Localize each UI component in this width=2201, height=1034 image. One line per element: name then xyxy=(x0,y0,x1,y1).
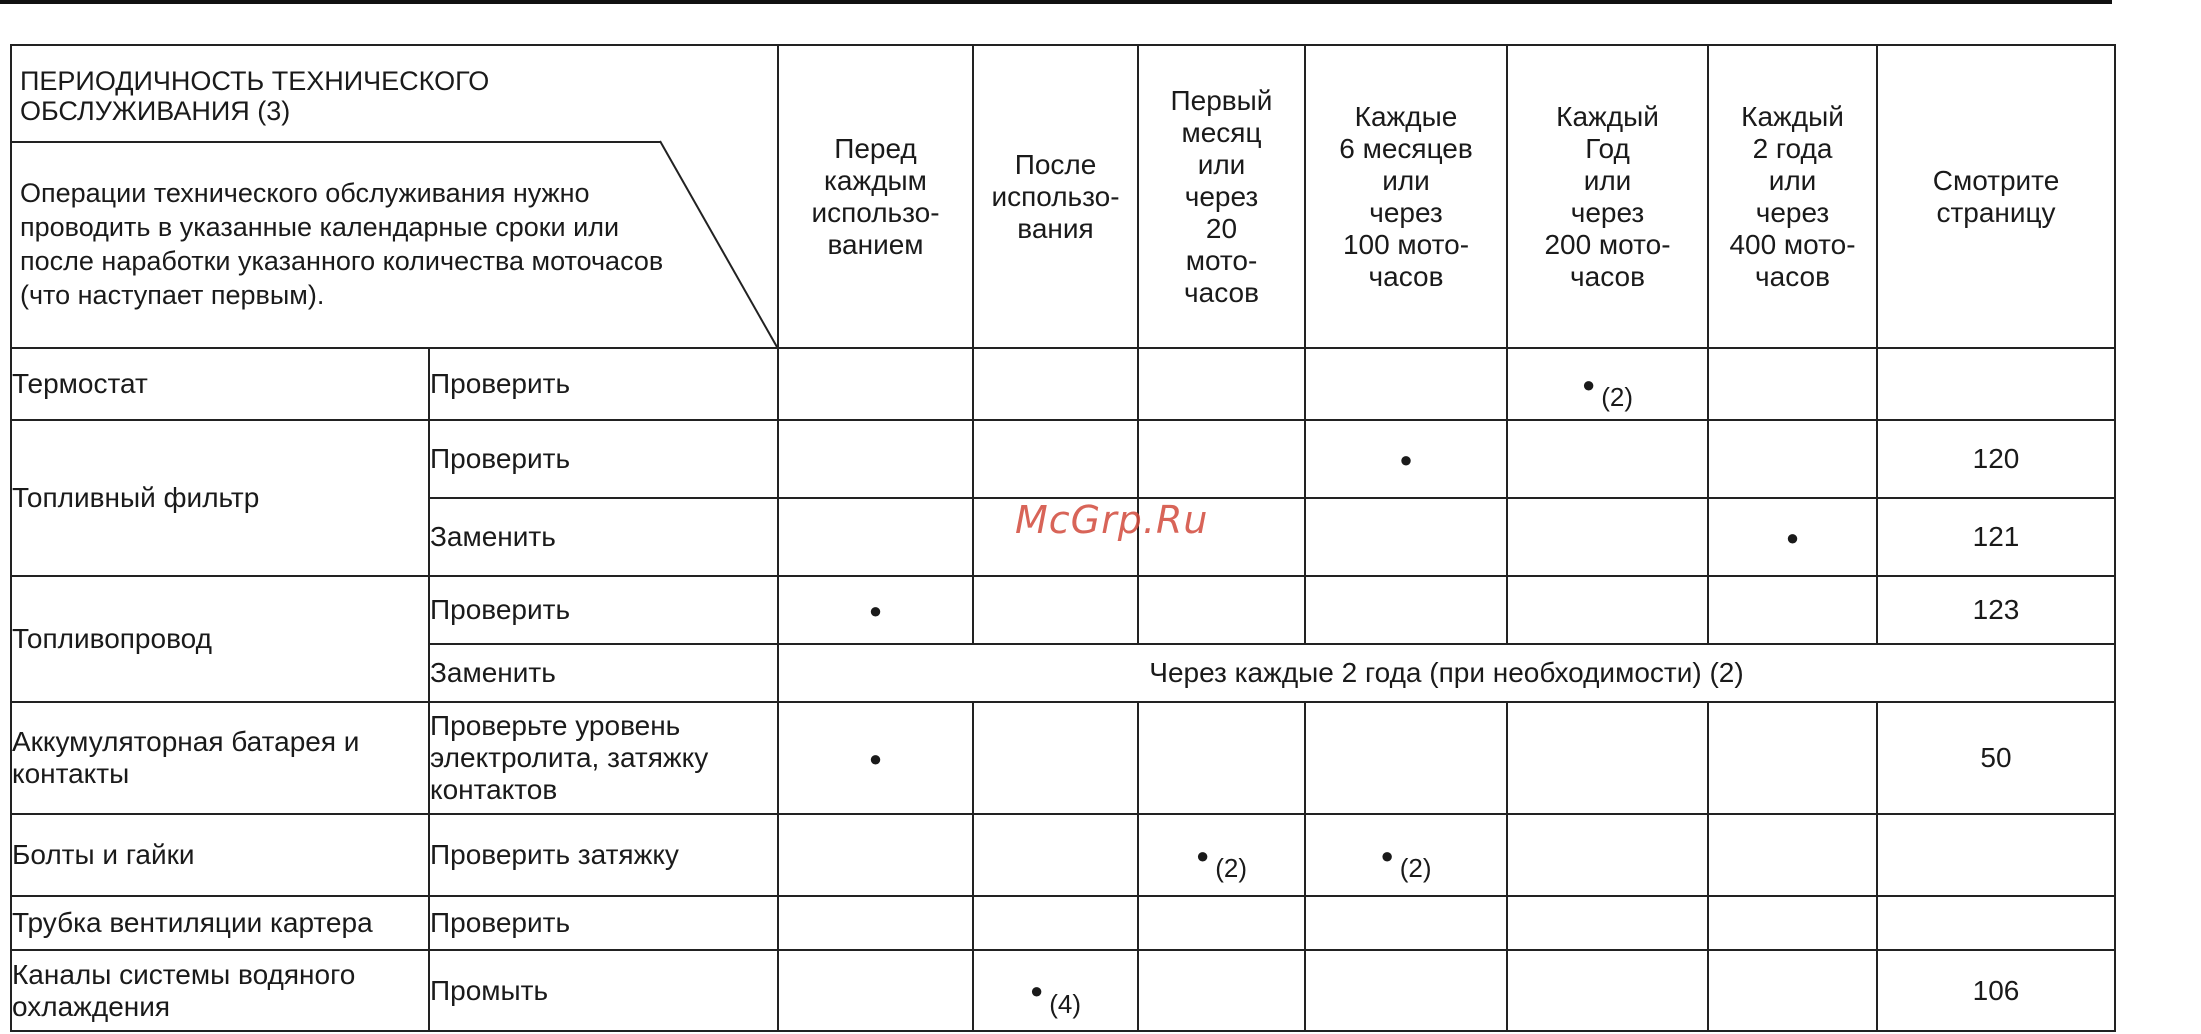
footnote-ref: (2) xyxy=(1399,853,1432,884)
item-name-bolts: Болты и гайки xyxy=(11,814,429,896)
schedule-bullet-icon: ● xyxy=(1380,842,1394,868)
schedule-bullet-icon: ● xyxy=(1029,978,1044,1004)
page-ref: 123 xyxy=(1877,576,2115,644)
item-name-thermostat: Термостат xyxy=(11,348,429,420)
footnote-ref: (2) xyxy=(1215,853,1248,884)
schedule-bullet-icon: ● xyxy=(1785,524,1800,550)
col-header-after-use: После использо- вания xyxy=(973,45,1138,348)
table-row xyxy=(11,576,2115,644)
schedule-bullet-icon: ● xyxy=(868,597,883,623)
col-header-2-years: Каждый 2 года или через 400 мото- часов xyxy=(1708,45,1877,348)
operation-check: Проверить xyxy=(429,576,778,644)
top-rule xyxy=(0,0,2112,4)
table-row xyxy=(11,950,2115,1031)
schedule-bullet-icon: ● xyxy=(1195,842,1210,868)
table-row xyxy=(11,896,2115,950)
operation-replace: Заменить xyxy=(429,498,778,576)
schedule-title: ПЕРИОДИЧНОСТЬ ТЕХНИЧЕСКОГО ОБСЛУЖИВАНИЯ (3) xyxy=(20,66,490,126)
page-ref: 50 xyxy=(1877,702,2115,814)
header-row xyxy=(11,45,2115,348)
operation-check: Проверить xyxy=(429,348,778,420)
col-header-see-page: Смотрите страницу xyxy=(1877,45,2115,348)
footnote-ref: (2) xyxy=(1601,382,1634,413)
col-header-6-months: Каждые 6 месяцев или через 100 мото- часов xyxy=(1305,45,1507,348)
col-header-before-use: Перед каждым использо- ванием xyxy=(778,45,973,348)
header-title-cell xyxy=(11,45,778,348)
item-name-fuel-filter: Топливный фильтр xyxy=(11,420,429,576)
page-ref: 106 xyxy=(1877,950,2115,1031)
table-row xyxy=(11,348,2115,420)
item-name-breather-tube: Трубка вентиляции картера xyxy=(11,896,429,950)
operation-check-battery: Проверьте уровень электролита, затяжку контактов xyxy=(429,702,778,814)
schedule-description: Операции технического обслуживания нужно проводить в указанные календарные сроки или после наработки указанного количества моточасов (что наступает первым). xyxy=(20,178,664,310)
item-name-cooling-channels: Каналы системы водяного охлаждения xyxy=(11,950,429,1031)
item-name-fuel-line: Топливопровод xyxy=(11,576,429,702)
operation-replace: Заменить xyxy=(429,644,778,702)
schedule-bullet-icon: ● xyxy=(868,745,883,771)
schedule-bullet-icon: ● xyxy=(1399,446,1413,472)
merged-interval-note: Через каждые 2 года (при необходимости) (2) xyxy=(778,644,2115,702)
page-ref xyxy=(1877,896,2115,950)
page-ref xyxy=(1877,348,2115,420)
watermark-text: McGrp.Ru xyxy=(1015,498,1209,542)
operation-check-tightening: Проверить затяжку xyxy=(429,814,778,896)
page-ref xyxy=(1877,814,2115,896)
page-ref: 121 xyxy=(1877,498,2115,576)
col-header-first-month: Первый месяц или через 20 мото- часов xyxy=(1138,45,1305,348)
table-row xyxy=(11,702,2115,814)
page-ref: 120 xyxy=(1877,420,2115,498)
item-name-battery: Аккумуляторная батарея и контакты xyxy=(11,702,429,814)
operation-check: Проверить xyxy=(429,896,778,950)
footnote-ref: (4) xyxy=(1049,988,1082,1019)
operation-flush: Промыть xyxy=(429,950,778,1031)
schedule-bullet-icon: ● xyxy=(1581,371,1596,397)
table-row xyxy=(11,814,2115,896)
operation-check: Проверить xyxy=(429,420,778,498)
col-header-every-year: Каждый Год или через 200 мото- часов xyxy=(1507,45,1708,348)
table-row xyxy=(11,420,2115,498)
